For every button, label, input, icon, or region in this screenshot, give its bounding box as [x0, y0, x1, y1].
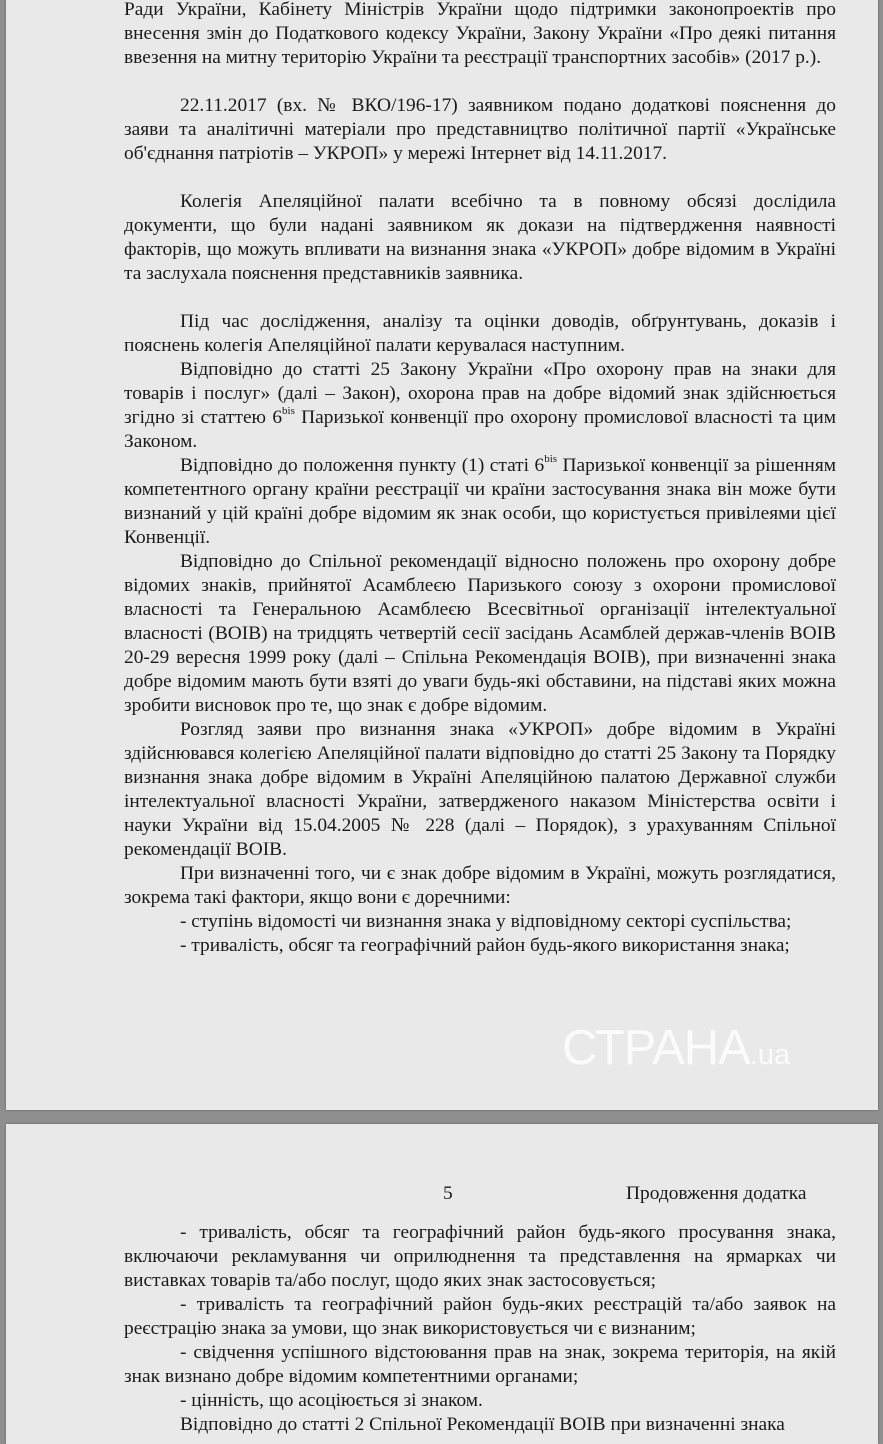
paragraph-6-text-a: Відповідно до положення пункту (1) статі 6: [180, 455, 545, 476]
watermark-tld: .ua: [749, 1039, 791, 1071]
paragraph-2: 22.11.2017 (вх. № ВКО/196-17) заявником подано додаткові пояснення до заяви та аналітичні матеріали про представництво політичної партії «Українське об'єднання патріотів – УКРОП» у мережі Інтернет від 14.11.2017.: [124, 95, 836, 164]
superscript-bis: bis: [282, 405, 295, 417]
paragraph-8: Розгляд заяви про визнання знака «УКРОП» добре відомим в Україні здійснювався колегією Апеляційної палати відповідно до статті 25 Закону та Порядку визнання знака добре відомим в Україні Апеляційною палатою Державної служби інтелектуальної власності України, затвердженого наказом Міністерства освіти і науки України від 15.04.2005 № 228 (далі – Порядок), з урахуванням Спільної рекомендації ВОІВ.: [124, 719, 836, 860]
paragraph-9: При визначенні того, чи є знак добре відомим в Україні, можуть розглядатися, зокрема такі фактори, якщо вони є доречними:: [124, 863, 836, 908]
bullet-item-3: - тривалість, обсяг та географічний район будь-якого просування знака, включаючи рекламування чи оприлюднення та представлення на ярмарках чи виставках товарів та/або послуг, щодо яких знак застосовується;: [124, 1222, 836, 1291]
paragraph-7: Відповідно до Спільної рекомендації відносно положень про охорону добре відомих знаків, прийнятої Асамблеєю Паризького союзу з охорони промислової власності та Генеральною Асамблеєю Всесвітньої організації інтелектуальної власності (ВОІВ) на тридцять четвертій сесії засідань Асамблей держав-членів ВОІВ 20-29 вересня 1999 року (далі – Спільна Рекомендація ВОІВ), при визначенні знака добре відомим мають бути взяті до уваги будь-які обставини, на підставі яких можна зробити висновок про те, що знак є добре відомим.: [124, 551, 836, 716]
paragraph-1: Ради України, Кабінету Міністрів України щодо підтримки законопроектів про внесення змін до Податкового кодексу України, Закону України «Про деякі питання ввезення на митну територію України та реєстрації транспортних засобів» (2017 р.).: [124, 0, 836, 68]
bullet-item-1: - ступінь відомості чи визнання знака у відповідному секторі суспільства;: [180, 911, 792, 932]
bullet-item-6: - цінність, що асоціюється зі знаком.: [180, 1390, 483, 1411]
paragraph-6-text-b: Паризької конвенції за рішенням компетентного органу країни реєстрації чи країни застосування знака він може бути визнаний у цій країні добре відомим як знак особи, що користується привілеями цієї Конвенції.: [124, 455, 837, 548]
watermark-main: СТРАНА: [562, 1021, 750, 1075]
page-number: 5: [443, 1183, 453, 1204]
paragraph-6: [124, 454, 836, 550]
paragraph-5: [124, 358, 836, 454]
document-page-lower: [6, 1124, 878, 1444]
page-lower-text: [124, 1221, 836, 1437]
watermark-logo: [562, 1020, 790, 1076]
page-upper-text: [124, 0, 836, 958]
paragraph-5-text-a: Відповідно до статті 25 Закону України «Про охорону прав на знаки для товарів і послуг» (далі – Закон), охорона прав на добре відомий знак здійснюється згідно зі статтею 6: [124, 359, 836, 428]
bullet-item-4: - тривалість та географічний район будь-яких реєстрацій та/або заявок на реєстрацію знака за умови, що знак використовується чи є визнаним;: [124, 1294, 836, 1339]
continuation-title: Продовження додатка: [626, 1183, 807, 1204]
paragraph-4: Під час дослідження, аналізу та оцінки доводів, обґрунтувань, доказів і пояснень колегія Апеляційної палати керувалася наступним.: [124, 311, 836, 356]
bullet-item-5: - свідчення успішного відстоювання прав на знак, зокрема територія, на якій знак визнано добре відомим компетентними органами;: [124, 1342, 836, 1387]
document-page-upper: [6, 0, 878, 1110]
page-header: [6, 1182, 878, 1206]
paragraph-10: Відповідно до статті 2 Спільної Рекомендації ВОІВ при визначенні знака: [180, 1414, 785, 1435]
paragraph-5-text-b: Паризької конвенції про охорону промислової власності та цим Законом.: [124, 407, 836, 452]
bullet-item-2: - тривалість, обсяг та географічний район будь-якого використання знака;: [180, 935, 790, 956]
paragraph-3: Колегія Апеляційної палати всебічно та в повному обсязі дослідила документи, що були надані заявником як докази на підтвердження наявності факторів, що можуть впливати на визнання знака «УКРОП» добре відомим в Україні та заслухала пояснення представників заявника.: [124, 191, 836, 284]
superscript-bis: bis: [544, 453, 558, 465]
